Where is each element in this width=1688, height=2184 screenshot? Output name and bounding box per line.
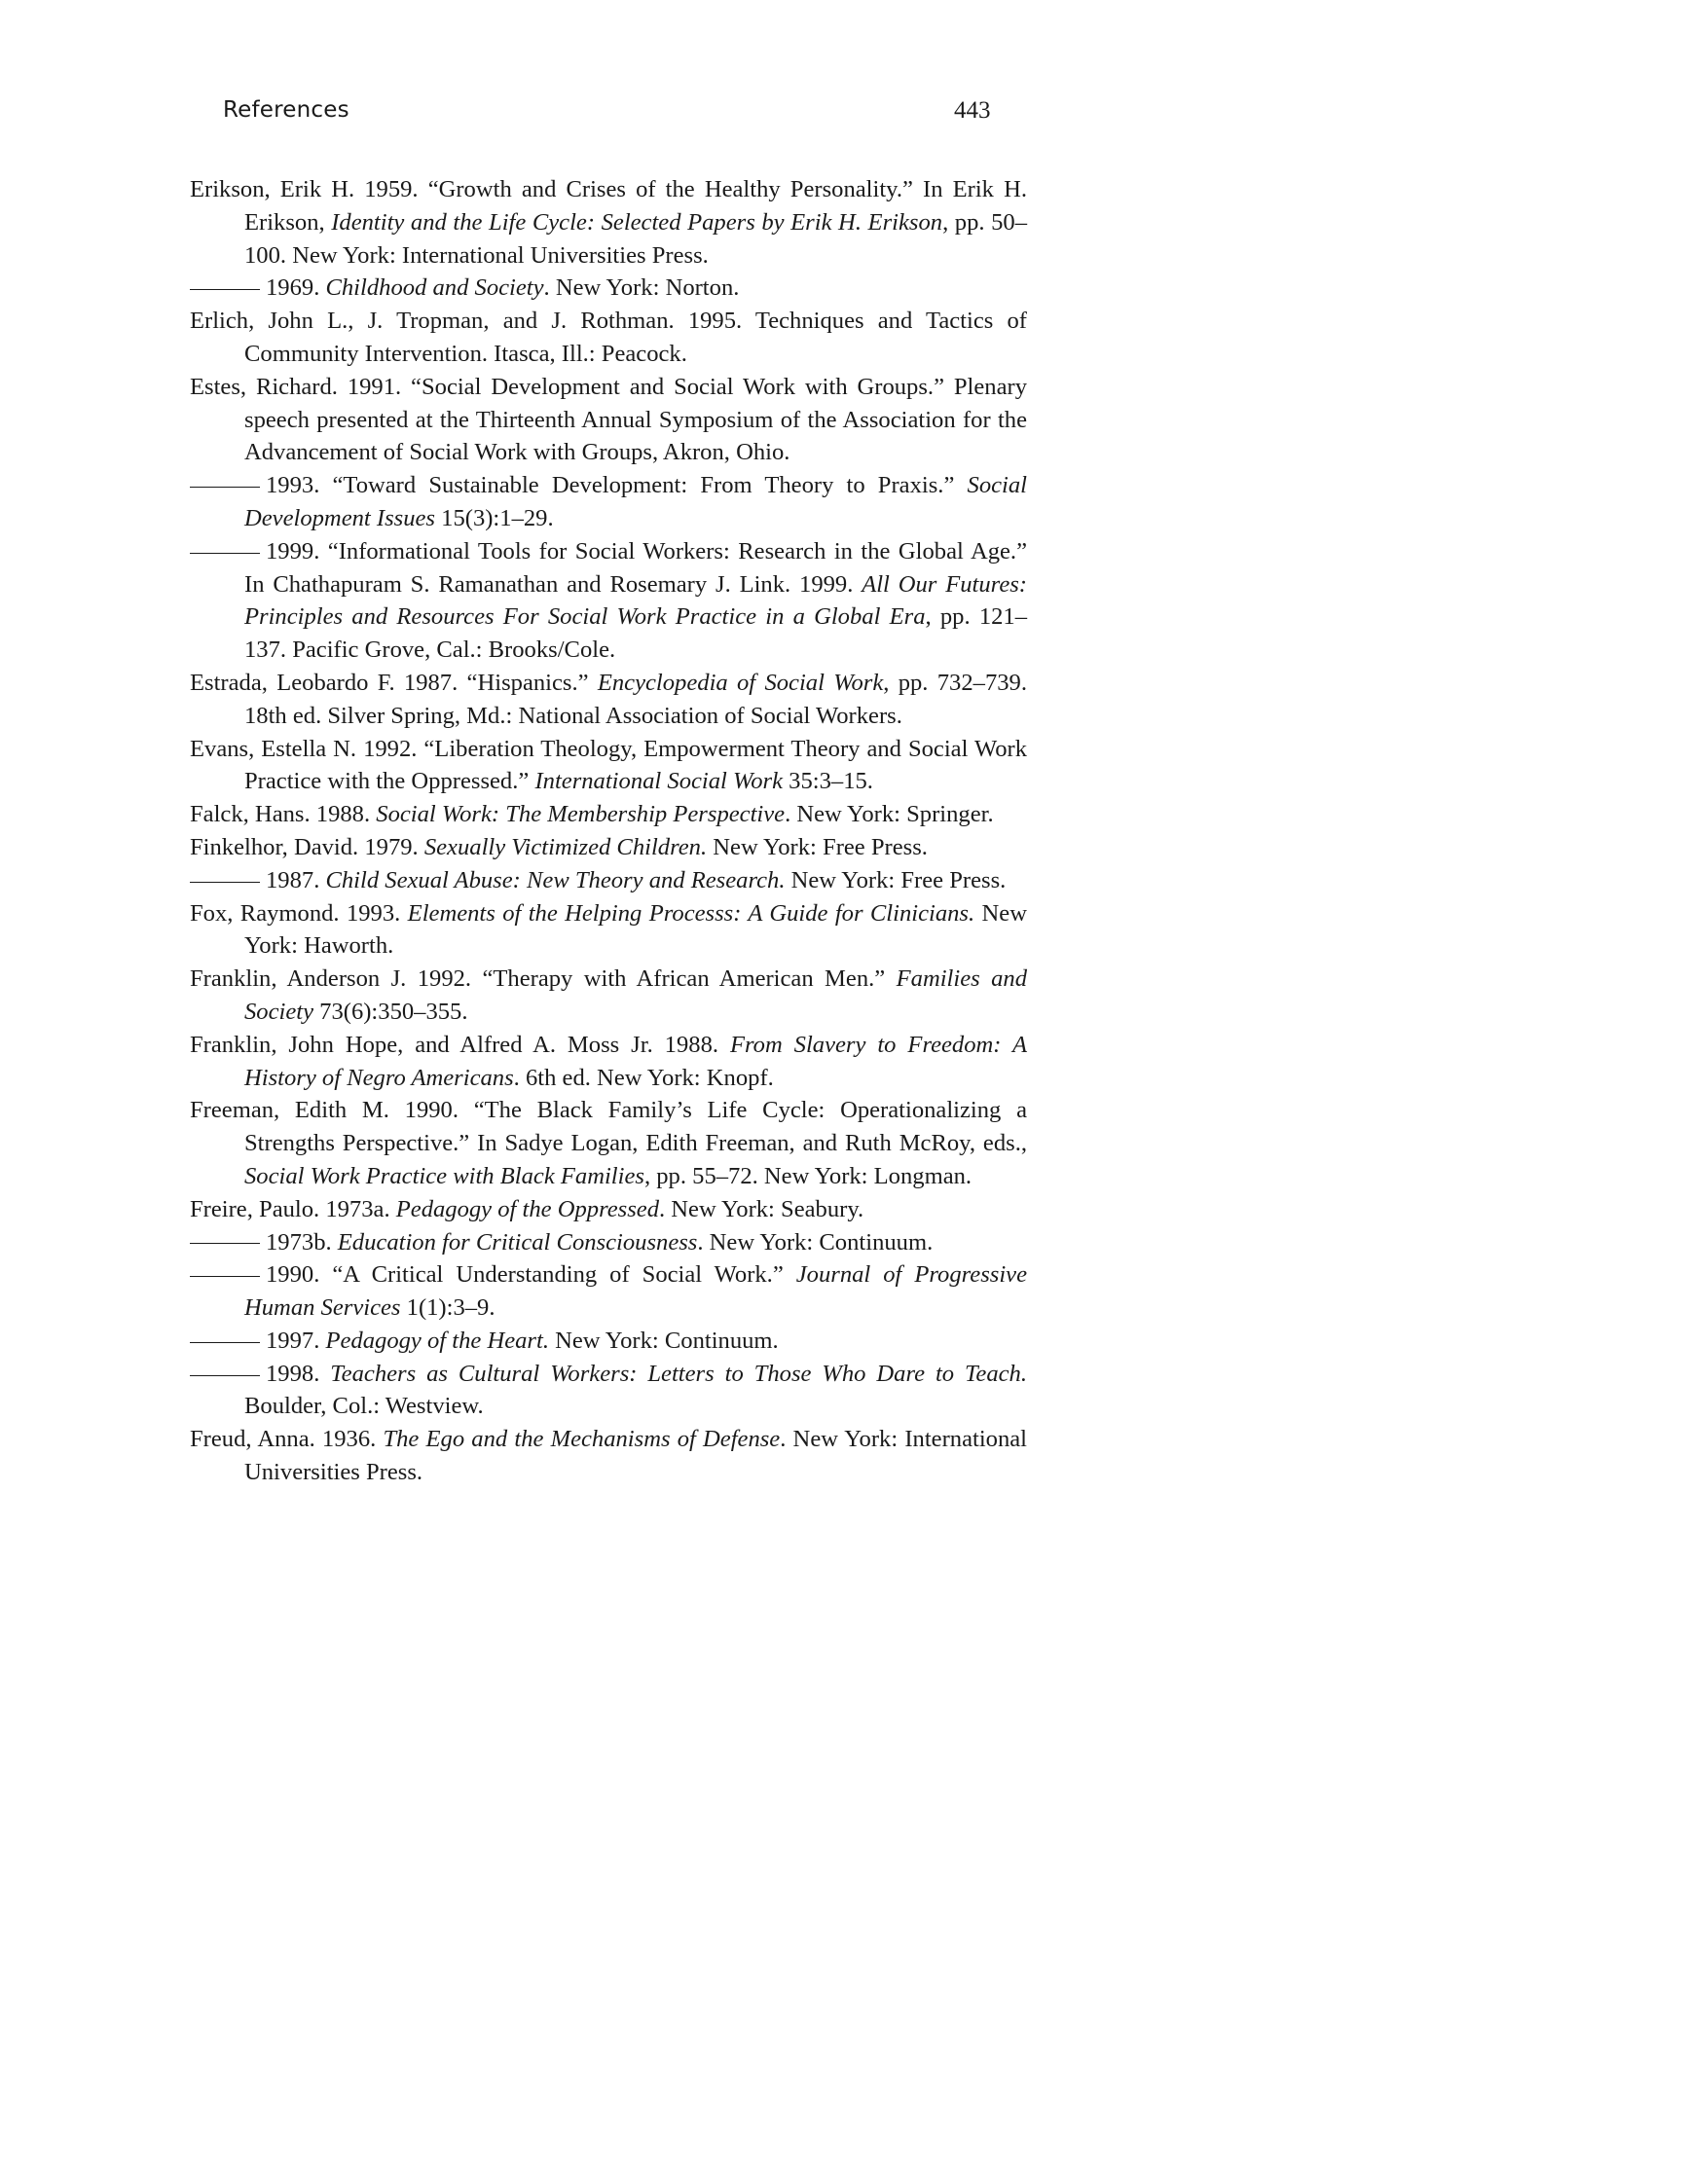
reference-title-italic: Elements of the Helping Processs: A Guide for Clinicians.	[407, 899, 975, 927]
reference-text: 1999. “Informational Tools for Social Workers: Research in the Global Age.” In Chathapuram S. Ramanathan and Rosemary J. Link. 1999.	[244, 537, 1027, 598]
reference-text: Erikson, Erik H. 1959. “Growth and Crises of the Healthy Personality.” In Erik H. Erikson,	[190, 176, 1027, 236]
reference-text: Freud, Anna. 1936.	[190, 1426, 384, 1453]
running-head-section-title: References	[223, 97, 349, 123]
reference-text: 1997.	[266, 1327, 326, 1354]
reference-title-italic: Social Development Issues	[244, 472, 1027, 531]
reference-title-italic: Social Work Practice with Black Families	[244, 1162, 644, 1189]
reference-entry	[190, 897, 1027, 964]
reference-entry	[190, 1226, 1027, 1259]
reference-title-italic: Pedagogy of the Oppressed	[395, 1195, 659, 1222]
reference-title-italic: The Ego and the Mechanisms of Defense	[383, 1426, 781, 1453]
reference-title-italic: Identity and the Life Cycle: Selected Papers by Erik H. Erikson	[331, 208, 943, 236]
reference-text: New York: Free Press.	[707, 833, 928, 860]
reference-text: 1987.	[266, 866, 326, 893]
reference-entry	[190, 963, 1027, 1029]
reference-text: . New York: Springer.	[785, 801, 994, 828]
reference-text: Franklin, Anderson J. 1992. “Therapy with African American Men.”	[190, 965, 897, 993]
reference-text: Finkelhor, David. 1979.	[190, 833, 424, 860]
reference-entry	[190, 831, 1027, 864]
reference-entry	[190, 469, 1027, 535]
reference-title-italic: Child Sexual Abuse: New Theory and Research.	[325, 866, 786, 893]
reference-text: . New York: Seabury.	[659, 1195, 864, 1222]
repeat-author-dash	[190, 1276, 260, 1277]
reference-title-italic: Pedagogy of the Heart.	[325, 1327, 549, 1354]
reference-text: 1973b.	[266, 1228, 338, 1256]
repeat-author-dash	[190, 882, 260, 883]
reference-text: 1(1):3–9.	[400, 1294, 495, 1322]
reference-entry	[190, 1325, 1027, 1358]
reference-entry	[190, 864, 1027, 897]
reference-title-italic: Teachers as Cultural Workers: Letters to Those Who Dare to Teach.	[330, 1360, 1027, 1387]
reference-text: Fox, Raymond. 1993.	[190, 899, 408, 927]
reference-text: 1998.	[266, 1360, 331, 1387]
reference-text: . New York: Continuum.	[697, 1228, 934, 1256]
repeat-author-dash	[190, 487, 260, 488]
reference-text: 35:3–15.	[783, 768, 873, 795]
reference-text: . New York: Norton.	[543, 274, 740, 302]
reference-text: , pp. 55–72. New York: Longman.	[643, 1162, 972, 1189]
reference-text: , pp. 121–137. Pacific Grove, Cal.: Brooks/Cole.	[244, 603, 1028, 664]
reference-title-italic: All Our Futures: Principles and Resources For Social Work Practice in a Global Era	[244, 570, 1027, 631]
reference-entry	[190, 1094, 1027, 1192]
page-number: 443	[954, 97, 991, 124]
reference-entry	[190, 371, 1027, 469]
repeat-author-dash	[190, 553, 260, 554]
reference-title-italic: Childhood and Society	[325, 274, 544, 302]
reference-text: 15(3):1–29.	[435, 504, 554, 531]
reference-text: 1969.	[266, 274, 326, 302]
reference-text: Freeman, Edith M. 1990. “The Black Family’s Life Cycle: Operationalizing a Strengths Perspective.” In Sadye Logan, Edith Freeman, and Ruth McRoy, eds.,	[190, 1097, 1027, 1157]
reference-title-italic: From Slavery to Freedom: A History of Negro Americans	[244, 1031, 1027, 1091]
reference-text: 1990. “A Critical Understanding of Social Work.”	[266, 1261, 796, 1289]
reference-entry	[190, 173, 1027, 272]
reference-entry	[190, 667, 1027, 733]
reference-entry	[190, 1258, 1027, 1325]
reference-text: Boulder, Col.: Westview.	[244, 1393, 484, 1420]
reference-title-italic: Encyclopedia of Social Work	[597, 669, 884, 696]
reference-title-italic: Social Work: The Membership Perspective	[376, 801, 786, 828]
reference-text: . 6th ed. New York: Knopf.	[513, 1064, 774, 1091]
reference-entry	[190, 798, 1027, 831]
reference-list	[190, 173, 1027, 1489]
reference-text: Franklin, John Hope, and Alfred A. Moss Jr. 1988.	[190, 1031, 730, 1058]
reference-entry	[190, 1423, 1027, 1489]
repeat-author-dash	[190, 289, 260, 290]
reference-entry	[190, 1358, 1027, 1424]
reference-text: Erlich, John L., J. Tropman, and J. Rothman. 1995. Techniques and Tactics of Community Intervention. Itasca, Ill.: Peacock.	[190, 308, 1027, 367]
reference-text: . New York: International Universities Press.	[244, 1426, 1027, 1486]
reference-text: Estrada, Leobardo F. 1987. “Hispanics.”	[190, 669, 598, 696]
reference-title-italic: Education for Critical Consciousness	[337, 1228, 698, 1256]
reference-text: Estes, Richard. 1991. “Social Development and Social Work with Groups.” Plenary speech presented at the Thirteenth Annual Symposium of the Association for the Advancement of Social Work with Groups, Akron, Ohio.	[190, 373, 1027, 466]
reference-text: Freire, Paulo. 1973a.	[190, 1195, 396, 1222]
reference-text: New York: Continuum.	[548, 1327, 779, 1354]
reference-entry	[190, 1193, 1027, 1226]
reference-text: Falck, Hans. 1988.	[190, 801, 377, 828]
reference-text: 1993. “Toward Sustainable Development: From Theory to Praxis.”	[266, 472, 968, 499]
repeat-author-dash	[190, 1375, 260, 1376]
repeat-author-dash	[190, 1342, 260, 1343]
reference-title-italic: International Social Work	[534, 768, 784, 795]
repeat-author-dash	[190, 1243, 260, 1244]
reference-title-italic: Families and Society	[244, 965, 1027, 1025]
reference-text: , pp. 50–100. New York: International Universities Press.	[244, 208, 1027, 269]
reference-entry	[190, 1029, 1027, 1095]
reference-text: , pp. 732–739. 18th ed. Silver Spring, Md.: National Association of Social Workers.	[244, 669, 1027, 729]
reference-text: 73(6):350–355.	[313, 998, 468, 1025]
reference-entry	[190, 272, 1027, 305]
reference-text: Evans, Estella N. 1992. “Liberation Theology, Empowerment Theory and Social Work Practice with the Oppressed.”	[190, 735, 1027, 795]
reference-entry	[190, 535, 1027, 667]
reference-text: New York: Free Press.	[785, 866, 1007, 893]
reference-title-italic: Sexually Victimized Children.	[423, 833, 708, 860]
reference-entry	[190, 305, 1027, 371]
reference-text: New York: Haworth.	[244, 899, 1027, 960]
reference-entry	[190, 733, 1027, 799]
reference-title-italic: Journal of Progressive Human Services	[244, 1261, 1028, 1322]
